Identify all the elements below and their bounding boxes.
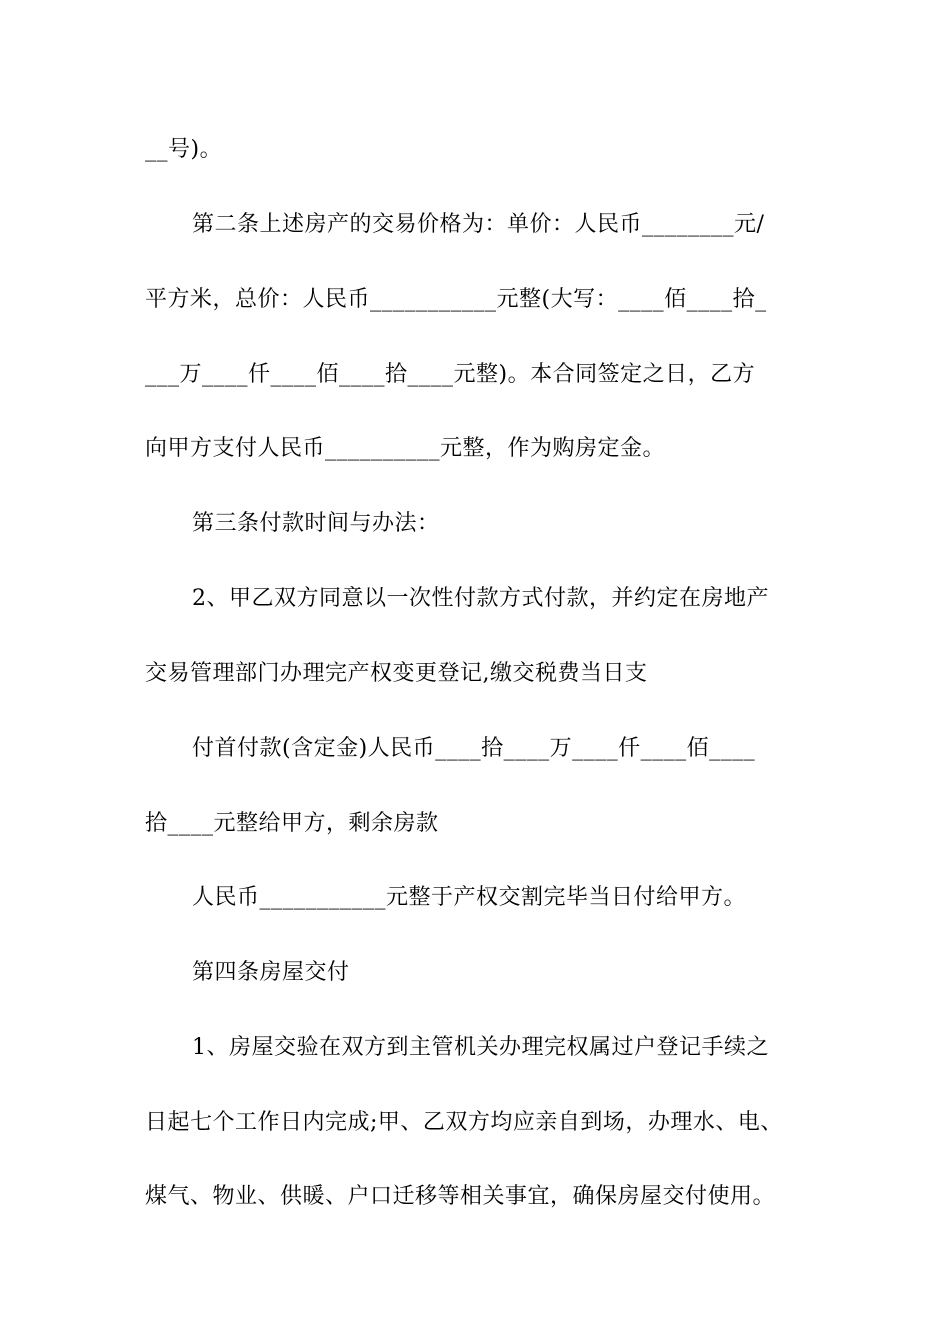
text-line: 向甲方支付人民币__________元整，作为购房定金。 bbox=[145, 436, 666, 461]
text-line: __号)。 bbox=[145, 137, 223, 162]
text-line: 拾____元整给甲方，剩余房款 bbox=[145, 811, 439, 836]
text-line: ___万____仟____佰____拾____元整)。本合同签定之日，乙方 bbox=[145, 362, 756, 387]
text-line: 平方米，总价：人民币___________元整(大写：____佰____拾_ bbox=[145, 287, 767, 312]
text-line: 付首付款(含定金)人民币____拾____万____仟____佰____ bbox=[192, 736, 756, 761]
text-line: 1、房屋交验在双方到主管机关办理完权属过户登记手续之 bbox=[192, 1035, 769, 1060]
section-heading: 第四条房屋交付 bbox=[192, 960, 350, 985]
section-heading: 第三条付款时间与办法： bbox=[192, 511, 440, 536]
text-line: 煤气、物业、供暖、户口迁移等相关事宜，确保房屋交付使用。 bbox=[145, 1184, 776, 1209]
text-line: 2、甲乙双方同意以一次性付款方式付款，并约定在房地产 bbox=[192, 586, 769, 611]
text-line: 日起七个工作日内完成;甲、乙双方均应亲自到场，办理水、电、 bbox=[145, 1110, 783, 1135]
text-line: 交易管理部门办理完产权变更登记,缴交税费当日支 bbox=[145, 661, 648, 686]
text-line: 第二条上述房产的交易价格为：单价：人民币________元/ bbox=[192, 212, 765, 237]
text-line: 人民币___________元整于产权交割完毕当日付给甲方。 bbox=[192, 885, 747, 910]
